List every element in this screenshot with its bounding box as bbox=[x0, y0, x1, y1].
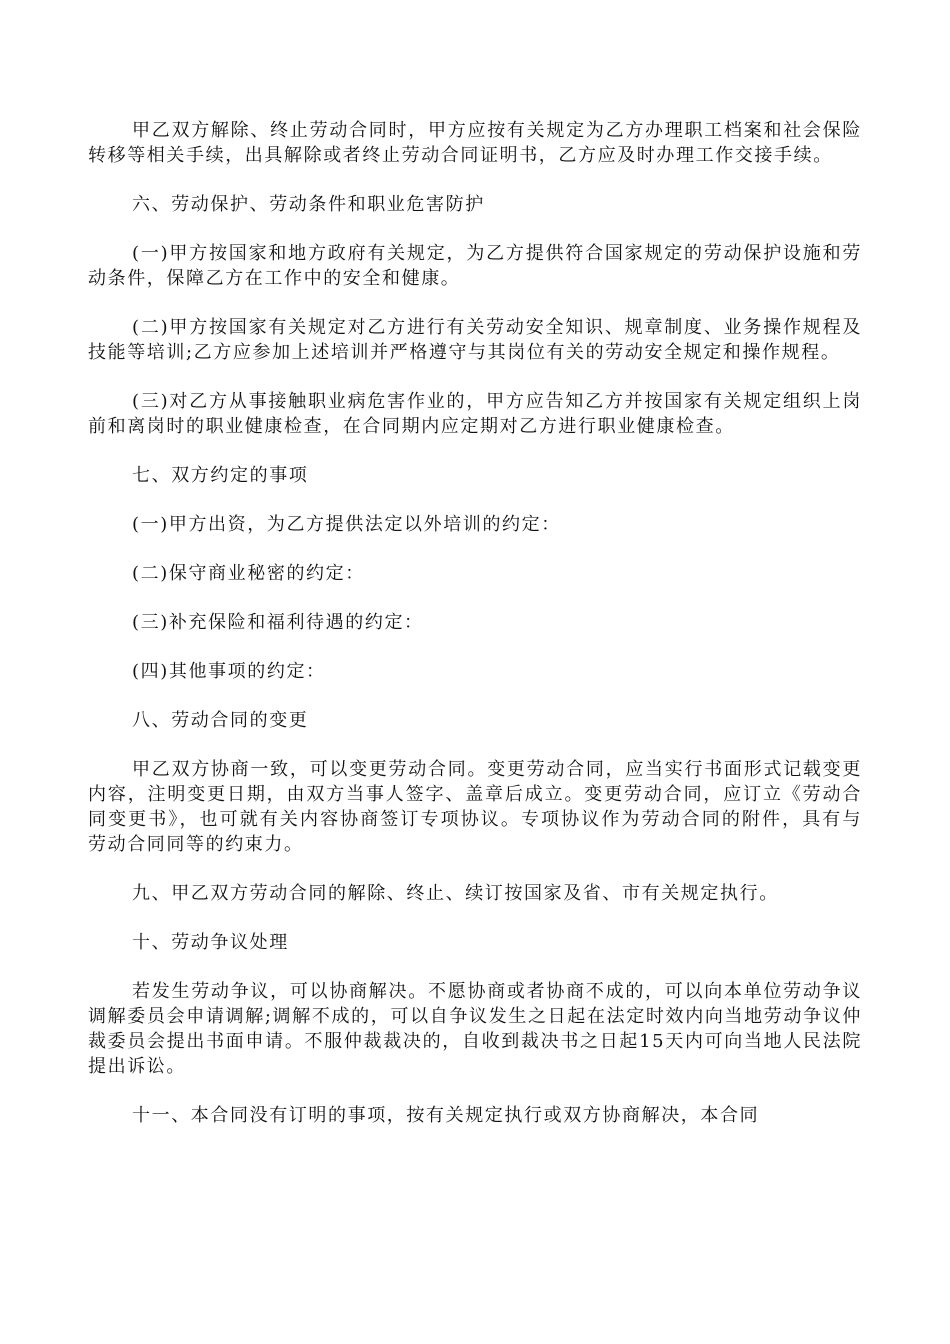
paragraph-8: 甲乙双方协商一致，可以变更劳动合同。变更劳动合同，应当实行书面形式记载变更内容，注明变更日期，由双方当事人签字、盖章后成立。变更劳动合同，应订立《劳动合同变更书》，也可就有关内容协商签订专项协议。专项协议作为劳动合同的附件，具有与劳动合同同等的约束力。 bbox=[88, 759, 862, 855]
paragraph-6-3: (三)对乙方从事接触职业病危害作业的，甲方应告知乙方并按国家有关规定组织上岗前和离岗时的职业健康检查，在合同期内应定期对乙方进行职业健康检查。 bbox=[88, 391, 862, 437]
item-7-4: (四)其他事项的约定： bbox=[132, 661, 326, 682]
item-7-2: (二)保守商业秘密的约定： bbox=[132, 563, 365, 584]
section-heading-10: 十、劳动争议处理 bbox=[132, 932, 289, 953]
paragraph-termination-procedures: 甲乙双方解除、终止劳动合同时，甲方应按有关规定为乙方办理职工档案和社会保险转移等相关手续，出具解除或者终止劳动合同证明书，乙方应及时办理工作交接手续。 bbox=[88, 120, 862, 166]
section-heading-7: 七、双方约定的事项 bbox=[132, 465, 309, 486]
section-heading-6: 六、劳动保护、劳动条件和职业危害防护 bbox=[132, 194, 485, 215]
section-heading-11: 十一、本合同没有订明的事项，按有关规定执行或双方协商解决，本合同 bbox=[132, 1105, 760, 1126]
item-7-1: (一)甲方出资，为乙方提供法定以外培训的约定： bbox=[132, 514, 561, 535]
section-heading-9: 九、甲乙双方劳动合同的解除、终止、续订按国家及省、市有关规定执行。 bbox=[132, 883, 779, 904]
paragraph-10: 若发生劳动争议，可以协商解决。不愿协商或者协商不成的，可以向本单位劳动争议调解委员会申请调解;调解不成的，可以自争议发生之日起在法定时效内向当地劳动争议仲裁委员会提出书面申请。不服仲裁裁决的，自收到裁决书之日起15天内可向当地人民法院提出诉讼。 bbox=[88, 981, 862, 1077]
paragraph-6-2: (二)甲方按国家有关规定对乙方进行有关劳动安全知识、规章制度、业务操作规程及技能等培训;乙方应参加上述培训并严格遵守与其岗位有关的劳动安全规定和操作规程。 bbox=[88, 317, 862, 363]
item-7-3: (三)补充保险和福利待遇的约定： bbox=[132, 612, 424, 633]
section-heading-8: 八、劳动合同的变更 bbox=[132, 710, 309, 731]
paragraph-6-1: (一)甲方按国家和地方政府有关规定，为乙方提供符合国家规定的劳动保护设施和劳动条件，保障乙方在工作中的安全和健康。 bbox=[88, 243, 862, 289]
document-body bbox=[88, 118, 862, 1152]
